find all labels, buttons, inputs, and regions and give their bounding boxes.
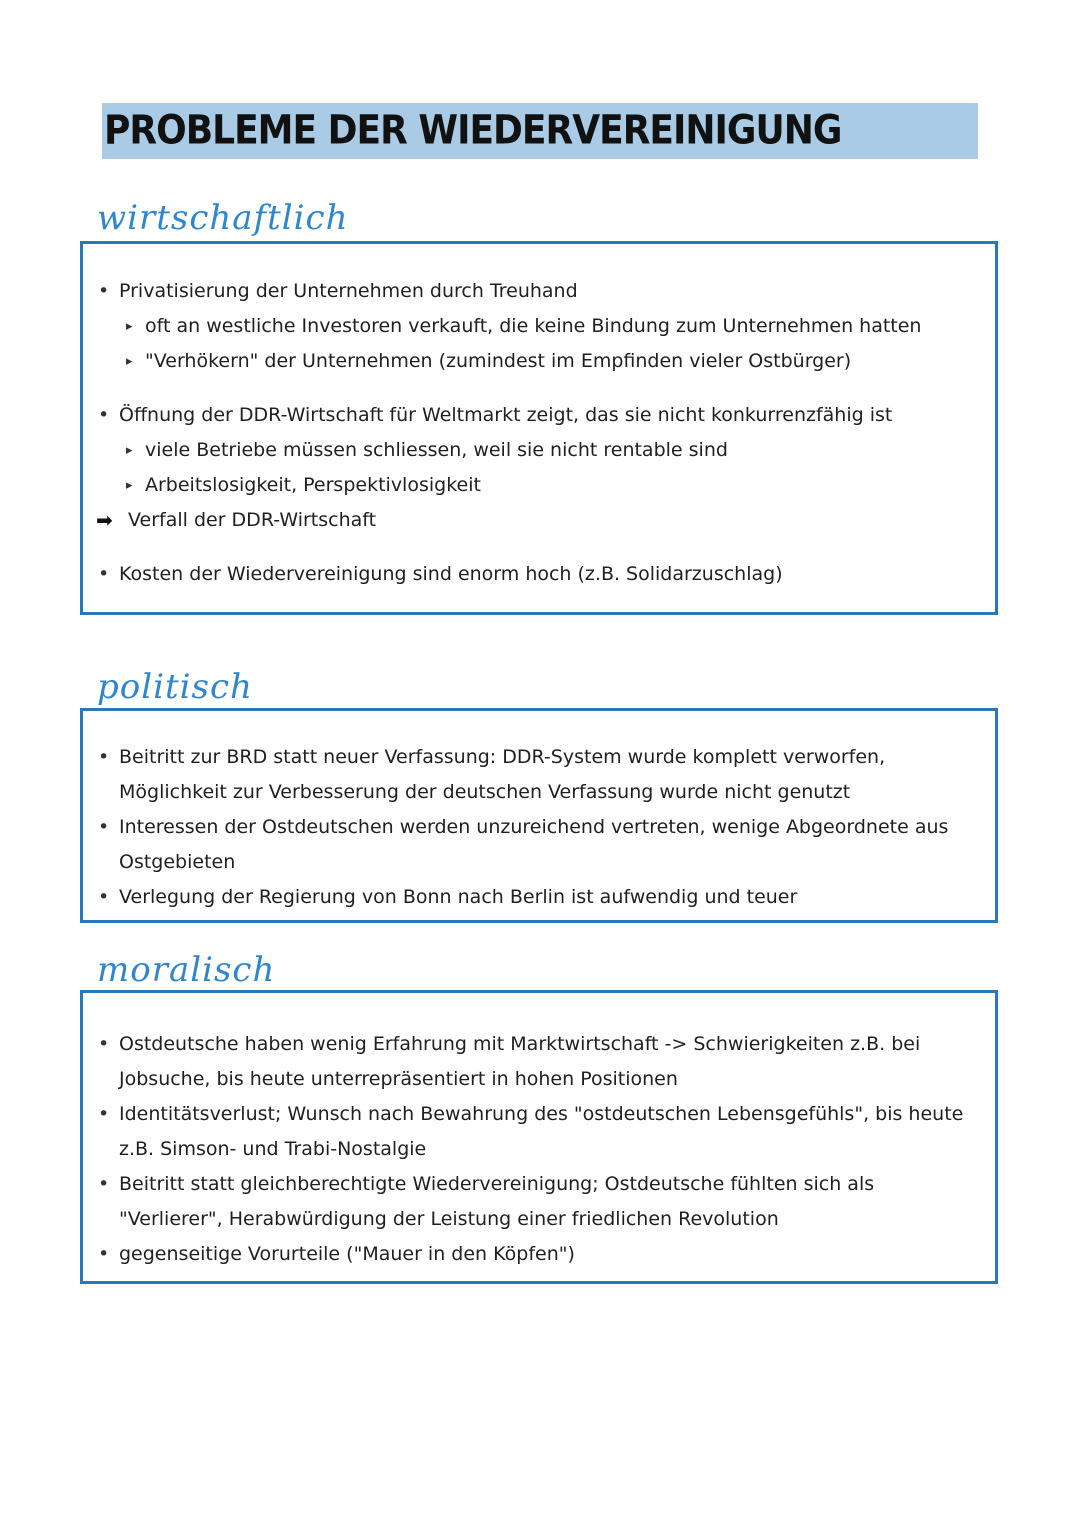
list-item: Ostdeutsche haben wenig Erfahrung mit Marktwirtschaft -> Schwierigkeiten z.B. bei	[119, 1033, 921, 1055]
triangle-bullet-icon: ▸	[126, 443, 133, 458]
bullet-icon: •	[98, 746, 110, 768]
list-item: gegenseitige Vorurteile ("Mauer in den Köpfen")	[119, 1243, 575, 1265]
arrow-right-icon: ➡	[96, 508, 113, 532]
bullet-icon: •	[98, 1033, 110, 1055]
list-item: Verfall der DDR-Wirtschaft	[128, 509, 377, 531]
bullet-icon: •	[98, 563, 110, 585]
list-item: Interessen der Ostdeutschen werden unzureichend vertreten, wenige Abgeordnete aus	[119, 816, 949, 838]
list-item: Öffnung der DDR-Wirtschaft für Weltmarkt zeigt, das sie nicht konkurrenzfähig ist	[119, 404, 893, 426]
list-item: oft an westliche Investoren verkauft, die keine Bindung zum Unternehmen hatten	[145, 315, 922, 337]
bullet-icon: •	[98, 1243, 110, 1265]
list-item: Beitritt statt gleichberechtigte Wiedervereinigung; Ostdeutsche fühlten sich als	[119, 1173, 875, 1195]
list-item: Verlegung der Regierung von Bonn nach Berlin ist aufwendig und teuer	[119, 886, 798, 908]
list-item: Beitritt zur BRD statt neuer Verfassung: DDR-System wurde komplett verworfen,	[119, 746, 886, 768]
triangle-bullet-icon: ▸	[126, 478, 133, 493]
list-item: Jobsuche, bis heute unterrepräsentiert in hohen Positionen	[119, 1068, 678, 1090]
list-item: "Verlierer", Herabwürdigung der Leistung einer friedlichen Revolution	[119, 1208, 779, 1230]
section-label-wirtschaftlich: wirtschaftlich	[97, 198, 349, 238]
list-item: Privatisierung der Unternehmen durch Treuhand	[119, 280, 578, 302]
section-label-politisch: politisch	[97, 667, 253, 707]
bullet-icon: •	[98, 1173, 110, 1195]
bullet-icon: •	[98, 280, 110, 302]
list-item: viele Betriebe müssen schliessen, weil sie nicht rentable sind	[145, 439, 728, 461]
list-item: Identitätsverlust; Wunsch nach Bewahrung des "ostdeutschen Lebensgefühls", bis heute	[119, 1103, 964, 1125]
list-item: Möglichkeit zur Verbesserung der deutschen Verfassung wurde nicht genutzt	[119, 781, 851, 803]
section-label-moralisch: moralisch	[97, 950, 276, 990]
list-item: Arbeitslosigkeit, Perspektivlosigkeit	[145, 474, 481, 496]
triangle-bullet-icon: ▸	[126, 354, 133, 369]
triangle-bullet-icon: ▸	[126, 319, 133, 334]
bullet-icon: •	[98, 816, 110, 838]
list-item: "Verhökern" der Unternehmen (zumindest im Empfinden vieler Ostbürger)	[145, 350, 852, 372]
list-item: Ostgebieten	[119, 851, 236, 873]
list-item: Kosten der Wiedervereinigung sind enorm hoch (z.B. Solidarzuschlag)	[119, 563, 783, 585]
bullet-icon: •	[98, 886, 110, 908]
bullet-icon: •	[98, 1103, 110, 1125]
bullet-icon: •	[98, 404, 110, 426]
page-title: PROBLEME DER WIEDERVEREINIGUNG	[104, 107, 842, 154]
list-item: z.B. Simson- und Trabi-Nostalgie	[119, 1138, 427, 1160]
